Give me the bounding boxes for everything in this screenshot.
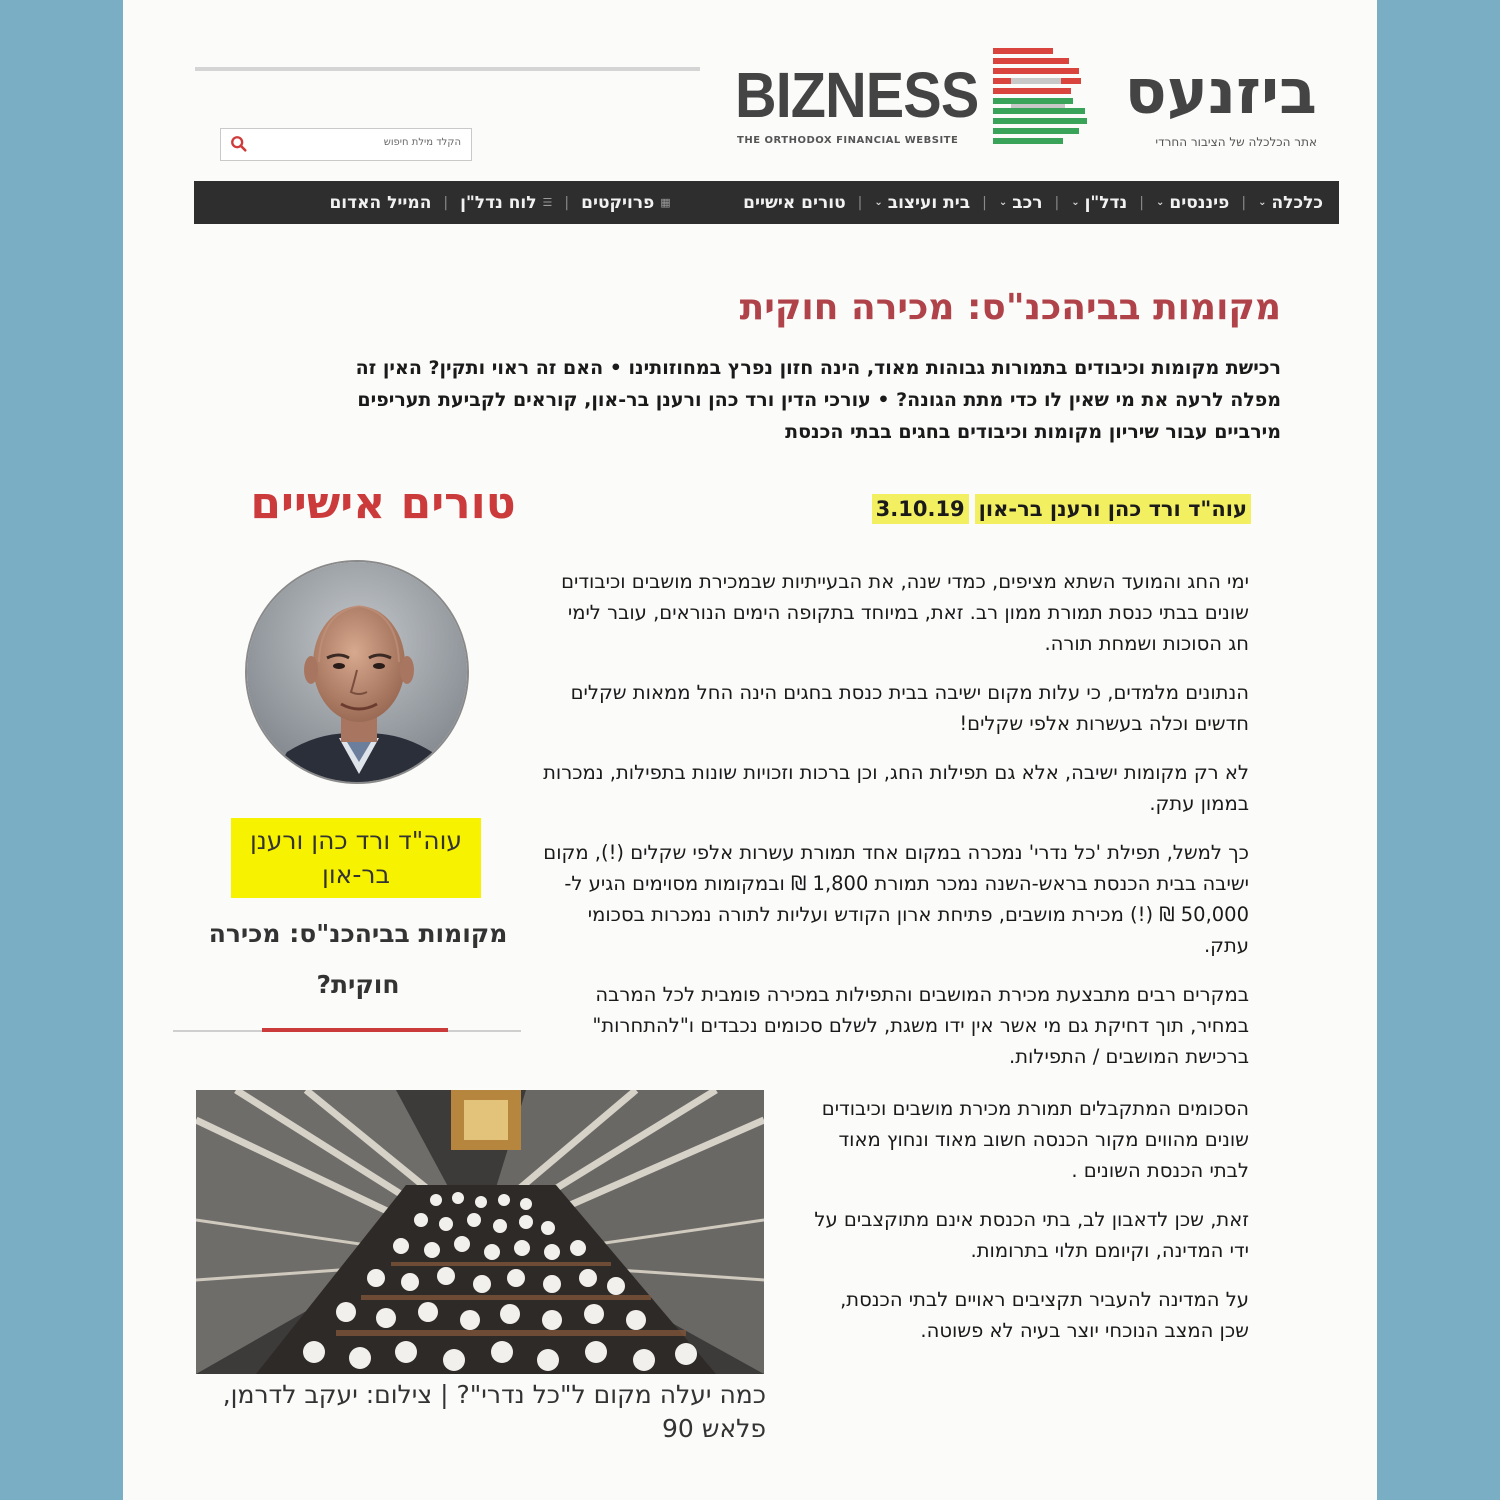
nav-separator: |	[564, 194, 570, 211]
article-paragraph: לא רק מקומות ישיבה, אלא גם תפילות החג, וכן ברכות וזכויות שונות בתפילות, נמכרות בממון עתק.	[543, 761, 1249, 815]
article-headline: מקומות בביהכנ"ס: מכירה חוקית	[739, 287, 1281, 328]
nav-item-red-mail[interactable]: המייל האדום	[329, 192, 432, 213]
search-box[interactable]	[220, 128, 472, 161]
article-body	[543, 566, 1249, 1090]
nav-item-economy[interactable]: כלכלה ⌄	[1258, 192, 1323, 213]
article-paragraph: כך למשל, תפילת 'כל נדרי' נמכרה במקום אחד תמורת עשרות אלפי שקלים (!), מקום ישיבה בבית הכנסת בראש-השנה נמכר תמורת 1,800 ₪ ובמקומות מסוימים הגיע ל- 50,000 ₪ (!) מכירת מושבים, פתיחת ארון הקודש ועליות לתורה נמכרות בסכומי עתק.	[543, 841, 1249, 957]
nav-item-real-estate-board[interactable]: ☰ לוח נדל"ן	[460, 192, 553, 213]
author-portrait	[245, 560, 469, 784]
grid-icon: ▦	[660, 196, 671, 209]
newspaper-page	[123, 0, 1377, 1500]
article-lead: רכישת מקומות וכיבודים בתמורות גבוהות מאוד, הינה חזון נפרץ במחוזותינו • האם זה ראוי ותקין? האין זה מפלה לרעה את מי שאין לו כדי מתת הגונה? • עורכי הדין ורד כהן ורענן בר-און, קוראים לקביעת תעריפים מירביים עבור שיריון מקומות וכיבודים בחגים בבתי הכנסת	[355, 357, 1281, 443]
article-paragraph: זאת, שכן לדאבון לב, בתי הכנסת אינם מתוקצבים על ידי המדינה, וקיומם תלוי בתרומות.	[814, 1208, 1249, 1262]
chevron-down-icon: ⌄	[998, 197, 1008, 208]
logo-tagline-hebrew: אתר הכלכלה של הציבור החרדי	[1155, 135, 1317, 149]
nav-separator: |	[982, 194, 987, 211]
nav-item-personal-columns[interactable]: טורים אישיים	[743, 192, 846, 213]
byline-date: 3.10.19	[872, 494, 969, 524]
nav-item-projects[interactable]: ▦ פרויקטים	[581, 192, 671, 213]
chevron-down-icon: ⌄	[1258, 197, 1267, 208]
logo-tagline-english: THE ORTHODOX FINANCIAL WEBSITE	[737, 135, 959, 146]
chevron-down-icon: ⌄	[1155, 197, 1165, 208]
sidebar-author-name: עוה"ד ורד כהן ורענן בר-און	[231, 818, 481, 898]
article-paragraph: הסכומים המתקבלים תמורת מכירת מושבים וכיבודים שונים מהווים מקור הכנסה חשוב מאוד ונחוץ מאוד לבתי הכנסת השונים .	[821, 1097, 1249, 1182]
chevron-down-icon: ⌄	[874, 197, 883, 208]
logo-text-hebrew[interactable]: ביזנעס	[1124, 55, 1317, 128]
nav-item-cars[interactable]: רכב ⌄	[998, 192, 1043, 213]
list-icon: ☰	[542, 196, 553, 209]
personal-columns-brand: טורים אישיים	[250, 478, 516, 529]
logo-b-icon[interactable]	[985, 45, 1090, 150]
sidebar-column-title[interactable]: מקומות בביהכנ"ס: מכירה חוקית?	[208, 919, 508, 999]
nav-separator: |	[1139, 194, 1144, 211]
nav-item-finance[interactable]: פיננסים ⌄	[1155, 192, 1230, 213]
nav-separator: |	[443, 194, 449, 211]
article-paragraph: ימי החג והמועד השתא מציפים, כמדי שנה, את הבעייתיות שבמכירת מושבים וכיבודים שונים בבתי כנסת תמורת ממון רב. זאת, במיוחד בתקופה הימים הנוראים, עובר לימי חג הסוכות ושמחת תורה.	[561, 570, 1249, 655]
search-input[interactable]: הקלד מילת חיפוש	[383, 137, 461, 148]
article-paragraph: על המדינה להעביר תקציבים ראויים לבתי הכנסת, שכן המצב הנוכחי יוצר בעיה לא פשוטה.	[840, 1288, 1249, 1342]
nav-separator: |	[1054, 194, 1060, 211]
nav-item-real-estate[interactable]: נדל"ן ⌄	[1071, 192, 1128, 213]
article-byline	[823, 497, 1251, 521]
main-nav	[194, 181, 1339, 224]
logo-text-english[interactable]: BIZNESS	[735, 59, 979, 131]
nav-separator	[705, 195, 709, 211]
synagogue-photo	[196, 1090, 764, 1374]
article-paragraph: הנתונים מלמדים, כי עלות מקום ישיבה בבית כנסת בחגים הינה החל ממאות שקלים חדשים וכלה בעשרות אלפי שקלים!	[570, 681, 1249, 735]
nav-separator: |	[1241, 194, 1247, 211]
photo-caption: כמה יעלה מקום ל"כל נדרי"? | צילום: יעקב לדרמן, פלאש 90	[222, 1380, 766, 1443]
article-body-lower	[813, 1093, 1249, 1364]
header-divider	[195, 67, 700, 71]
nav-item-home-design[interactable]: בית ועיצוב ⌄	[874, 192, 971, 213]
sidebar-divider-accent	[262, 1028, 448, 1032]
nav-separator: |	[857, 194, 863, 211]
chevron-down-icon: ⌄	[1071, 197, 1080, 208]
article-paragraph: במקרים רבים מתבצעת מכירת המושבים והתפילות במכירה פומבית לכל המרבה במחיר, תוך דחיקת גם מי אשר אין ידו משגת, לשלם סכומים נכבדים ו"להתחרות" ברכישת המושבים / התפילות.	[592, 983, 1249, 1068]
search-icon[interactable]	[230, 135, 248, 153]
byline-authors: עוה"ד ורד כהן ורענן בר-און	[975, 494, 1251, 524]
